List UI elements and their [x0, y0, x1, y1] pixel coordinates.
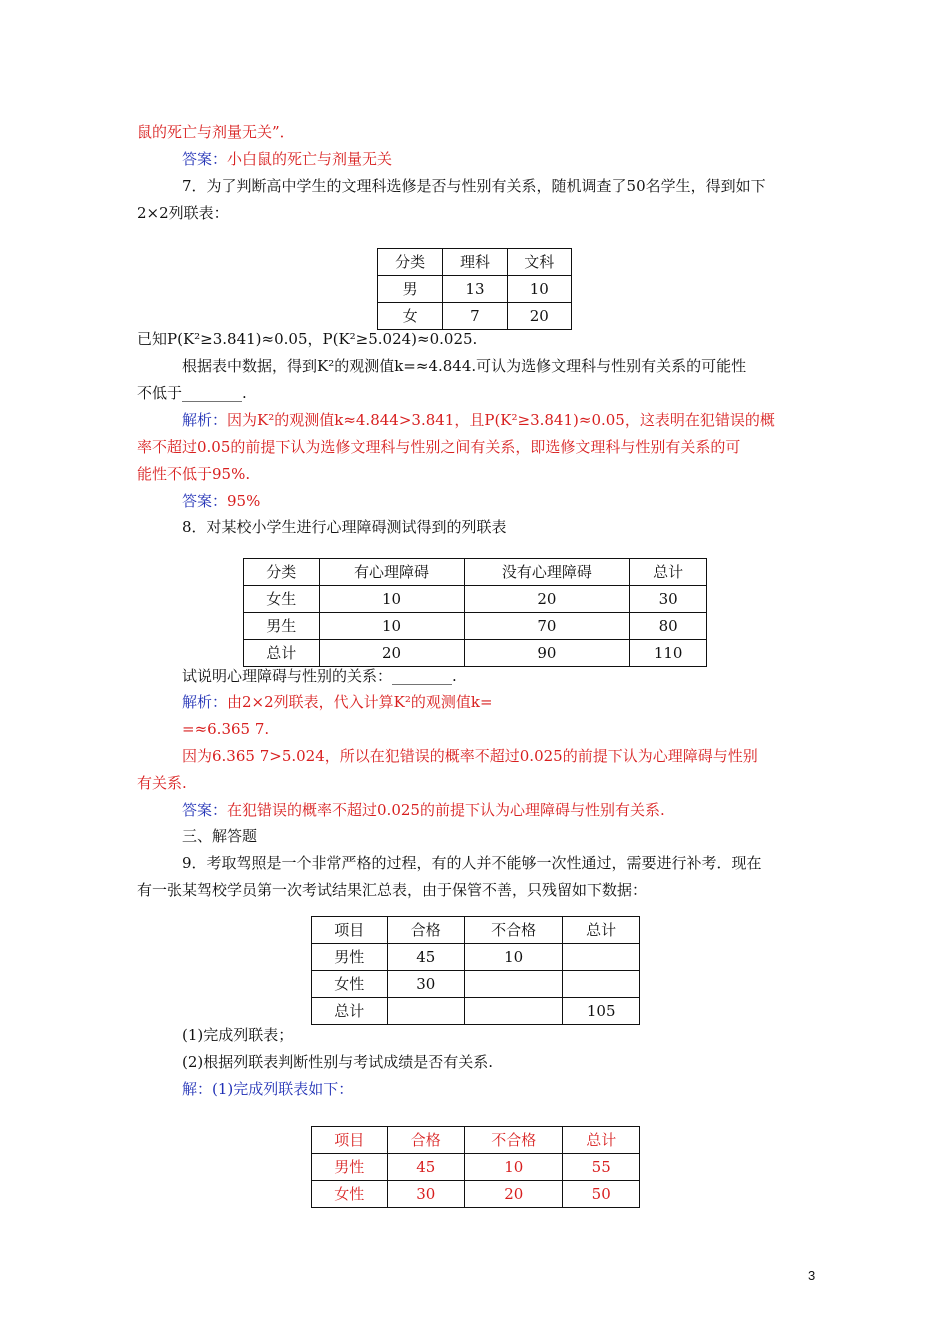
table-cell: 不合格 [465, 917, 563, 944]
q7-body-line1: 根据表中数据，得到K²的观测值k=≈4.844.可认为选修文理科与性别有关系的可能性 [182, 357, 747, 375]
solution-text: 由2×2列联表，代入计算K²的观测值k= [227, 693, 493, 711]
table-cell: 合格 [387, 917, 465, 944]
table-row [378, 303, 572, 330]
q9-partial-table [311, 916, 640, 1025]
q7-contingency-table [377, 248, 572, 330]
q7-known: 已知P(K²≥3.841)≈0.05，P(K²≥5.024)≈0.025. [137, 330, 478, 348]
table-cell: 合格 [387, 1127, 465, 1154]
table-cell: 20 [319, 640, 464, 667]
table-cell: 分类 [244, 559, 320, 586]
answer-text: 小白鼠的死亡与剂量无关 [227, 150, 393, 168]
table-cell: 男生 [244, 613, 320, 640]
q8-solution-line3: 因为6.365 7>5.024，所以在犯错误的概率不超过0.025的前提下认为心理障碍与性别 [182, 747, 758, 765]
table-cell: 20 [465, 1181, 563, 1208]
table-cell: 90 [464, 640, 630, 667]
table-cell: 有心理障碍 [319, 559, 464, 586]
q8-solution-line2: =≈6.365 7. [182, 720, 270, 738]
table-cell: 20 [507, 303, 571, 330]
table-cell: 80 [630, 613, 707, 640]
table-cell: 13 [443, 276, 507, 303]
table-cell: 女 [378, 303, 443, 330]
table-cell: 30 [387, 1181, 465, 1208]
table-row [244, 640, 707, 667]
answer-label: 答案： [182, 801, 228, 819]
q7-solution-line2: 率不超过0.05的前提下认为选修文理科与性别之间有关系，即选修文理科与性别有关系的可 [137, 438, 741, 456]
solution-label: 解析： [182, 411, 228, 429]
table-cell: 男性 [312, 1154, 388, 1181]
table-cell: 70 [464, 613, 630, 640]
q8-solution-line4: 有关系. [137, 774, 187, 792]
answer-label: 答案： [182, 492, 228, 510]
table-row [244, 586, 707, 613]
solution-text: (1)完成列联表如下： [212, 1080, 354, 1098]
table-row [312, 1181, 640, 1208]
table-cell: 理科 [443, 249, 507, 276]
table-cell: 110 [630, 640, 707, 667]
solution-text: 因为K²的观测值k≈4.844>3.841，且P(K²≥3.841)≈0.05，这表明在犯错误的概 [227, 411, 775, 429]
q9-stem-line1: 9．考取驾照是一个非常严格的过程，有的人并不能够一次性通过，需要进行补考．现在 [182, 854, 762, 872]
q8-contingency-table [243, 558, 707, 667]
table-cell: 55 [563, 1154, 640, 1181]
q8-stem: 8．对某校小学生进行心理障碍测试得到的列联表 [182, 518, 507, 536]
q8-solution-line1 [182, 692, 493, 712]
table-cell: 总计 [563, 1127, 640, 1154]
table-cell [563, 944, 640, 971]
table-cell [465, 998, 563, 1025]
table-cell: 30 [630, 586, 707, 613]
q8-ask: 试说明心理障碍与性别的关系：________. [182, 667, 457, 685]
page-number: 3 [808, 1268, 816, 1283]
table-cell: 10 [319, 586, 464, 613]
q8-answer [182, 800, 665, 820]
table-cell: 50 [563, 1181, 640, 1208]
table-cell: 45 [387, 944, 465, 971]
table-header-row [244, 559, 707, 586]
table-cell: 男性 [312, 944, 388, 971]
table-cell: 不合格 [465, 1127, 563, 1154]
table-cell: 女性 [312, 971, 388, 998]
prev-answer-tail: 鼠的死亡与剂量无关”． [137, 123, 295, 141]
table-cell: 10 [319, 613, 464, 640]
table-cell [465, 971, 563, 998]
table-cell: 总计 [630, 559, 707, 586]
table-cell: 10 [507, 276, 571, 303]
table-cell: 男 [378, 276, 443, 303]
table-cell: 总计 [563, 917, 640, 944]
table-row [312, 998, 640, 1025]
answer-text: 95% [227, 492, 261, 510]
table-cell: 105 [563, 998, 640, 1025]
table-cell: 文科 [507, 249, 571, 276]
q7-solution-line1 [182, 410, 775, 430]
table-cell: 女生 [244, 586, 320, 613]
table-cell: 45 [387, 1154, 465, 1181]
q9-completed-table [311, 1126, 640, 1208]
table-cell: 项目 [312, 1127, 388, 1154]
table-cell: 分类 [378, 249, 443, 276]
table-cell: 女性 [312, 1181, 388, 1208]
q7-solution-line3: 能性不低于95%. [137, 465, 251, 483]
answer-label: 答案： [182, 150, 228, 168]
table-cell: 30 [387, 971, 465, 998]
q9-part1: (1)完成列联表； [182, 1026, 294, 1044]
q7-body-line2: 不低于________. [137, 384, 247, 402]
table-header-row [312, 1127, 640, 1154]
table-row [244, 613, 707, 640]
table-cell: 项目 [312, 917, 388, 944]
table-row [312, 944, 640, 971]
q9-solution-line1 [182, 1079, 353, 1099]
q7-stem-line2: 2×2列联表： [137, 204, 229, 222]
table-cell: 总计 [312, 998, 388, 1025]
table-row [312, 971, 640, 998]
q9-part2: (2)根据列联表判断性别与考试成绩是否有关系. [182, 1053, 494, 1071]
answer-text: 在犯错误的概率不超过0.025的前提下认为心理障碍与性别有关系. [227, 801, 665, 819]
table-row [312, 1154, 640, 1181]
table-header-row [312, 917, 640, 944]
prev-answer [182, 149, 392, 169]
q7-answer [182, 491, 260, 511]
table-cell: 20 [464, 586, 630, 613]
section-heading: 三、解答题 [182, 827, 258, 845]
table-header-row [378, 249, 572, 276]
table-cell [563, 971, 640, 998]
q7-stem-line1: 7．为了判断高中学生的文理科选修是否与性别有关系，随机调查了50名学生，得到如下 [182, 177, 766, 195]
table-cell: 10 [465, 944, 563, 971]
table-cell: 7 [443, 303, 507, 330]
table-row [378, 276, 572, 303]
solution-label: 解： [182, 1080, 213, 1098]
q9-stem-line2: 有一张某驾校学员第一次考试结果汇总表，由于保管不善，只残留如下数据： [137, 881, 648, 899]
table-cell: 总计 [244, 640, 320, 667]
table-cell: 10 [465, 1154, 563, 1181]
table-cell [387, 998, 465, 1025]
solution-label: 解析： [182, 693, 228, 711]
table-cell: 没有心理障碍 [464, 559, 630, 586]
